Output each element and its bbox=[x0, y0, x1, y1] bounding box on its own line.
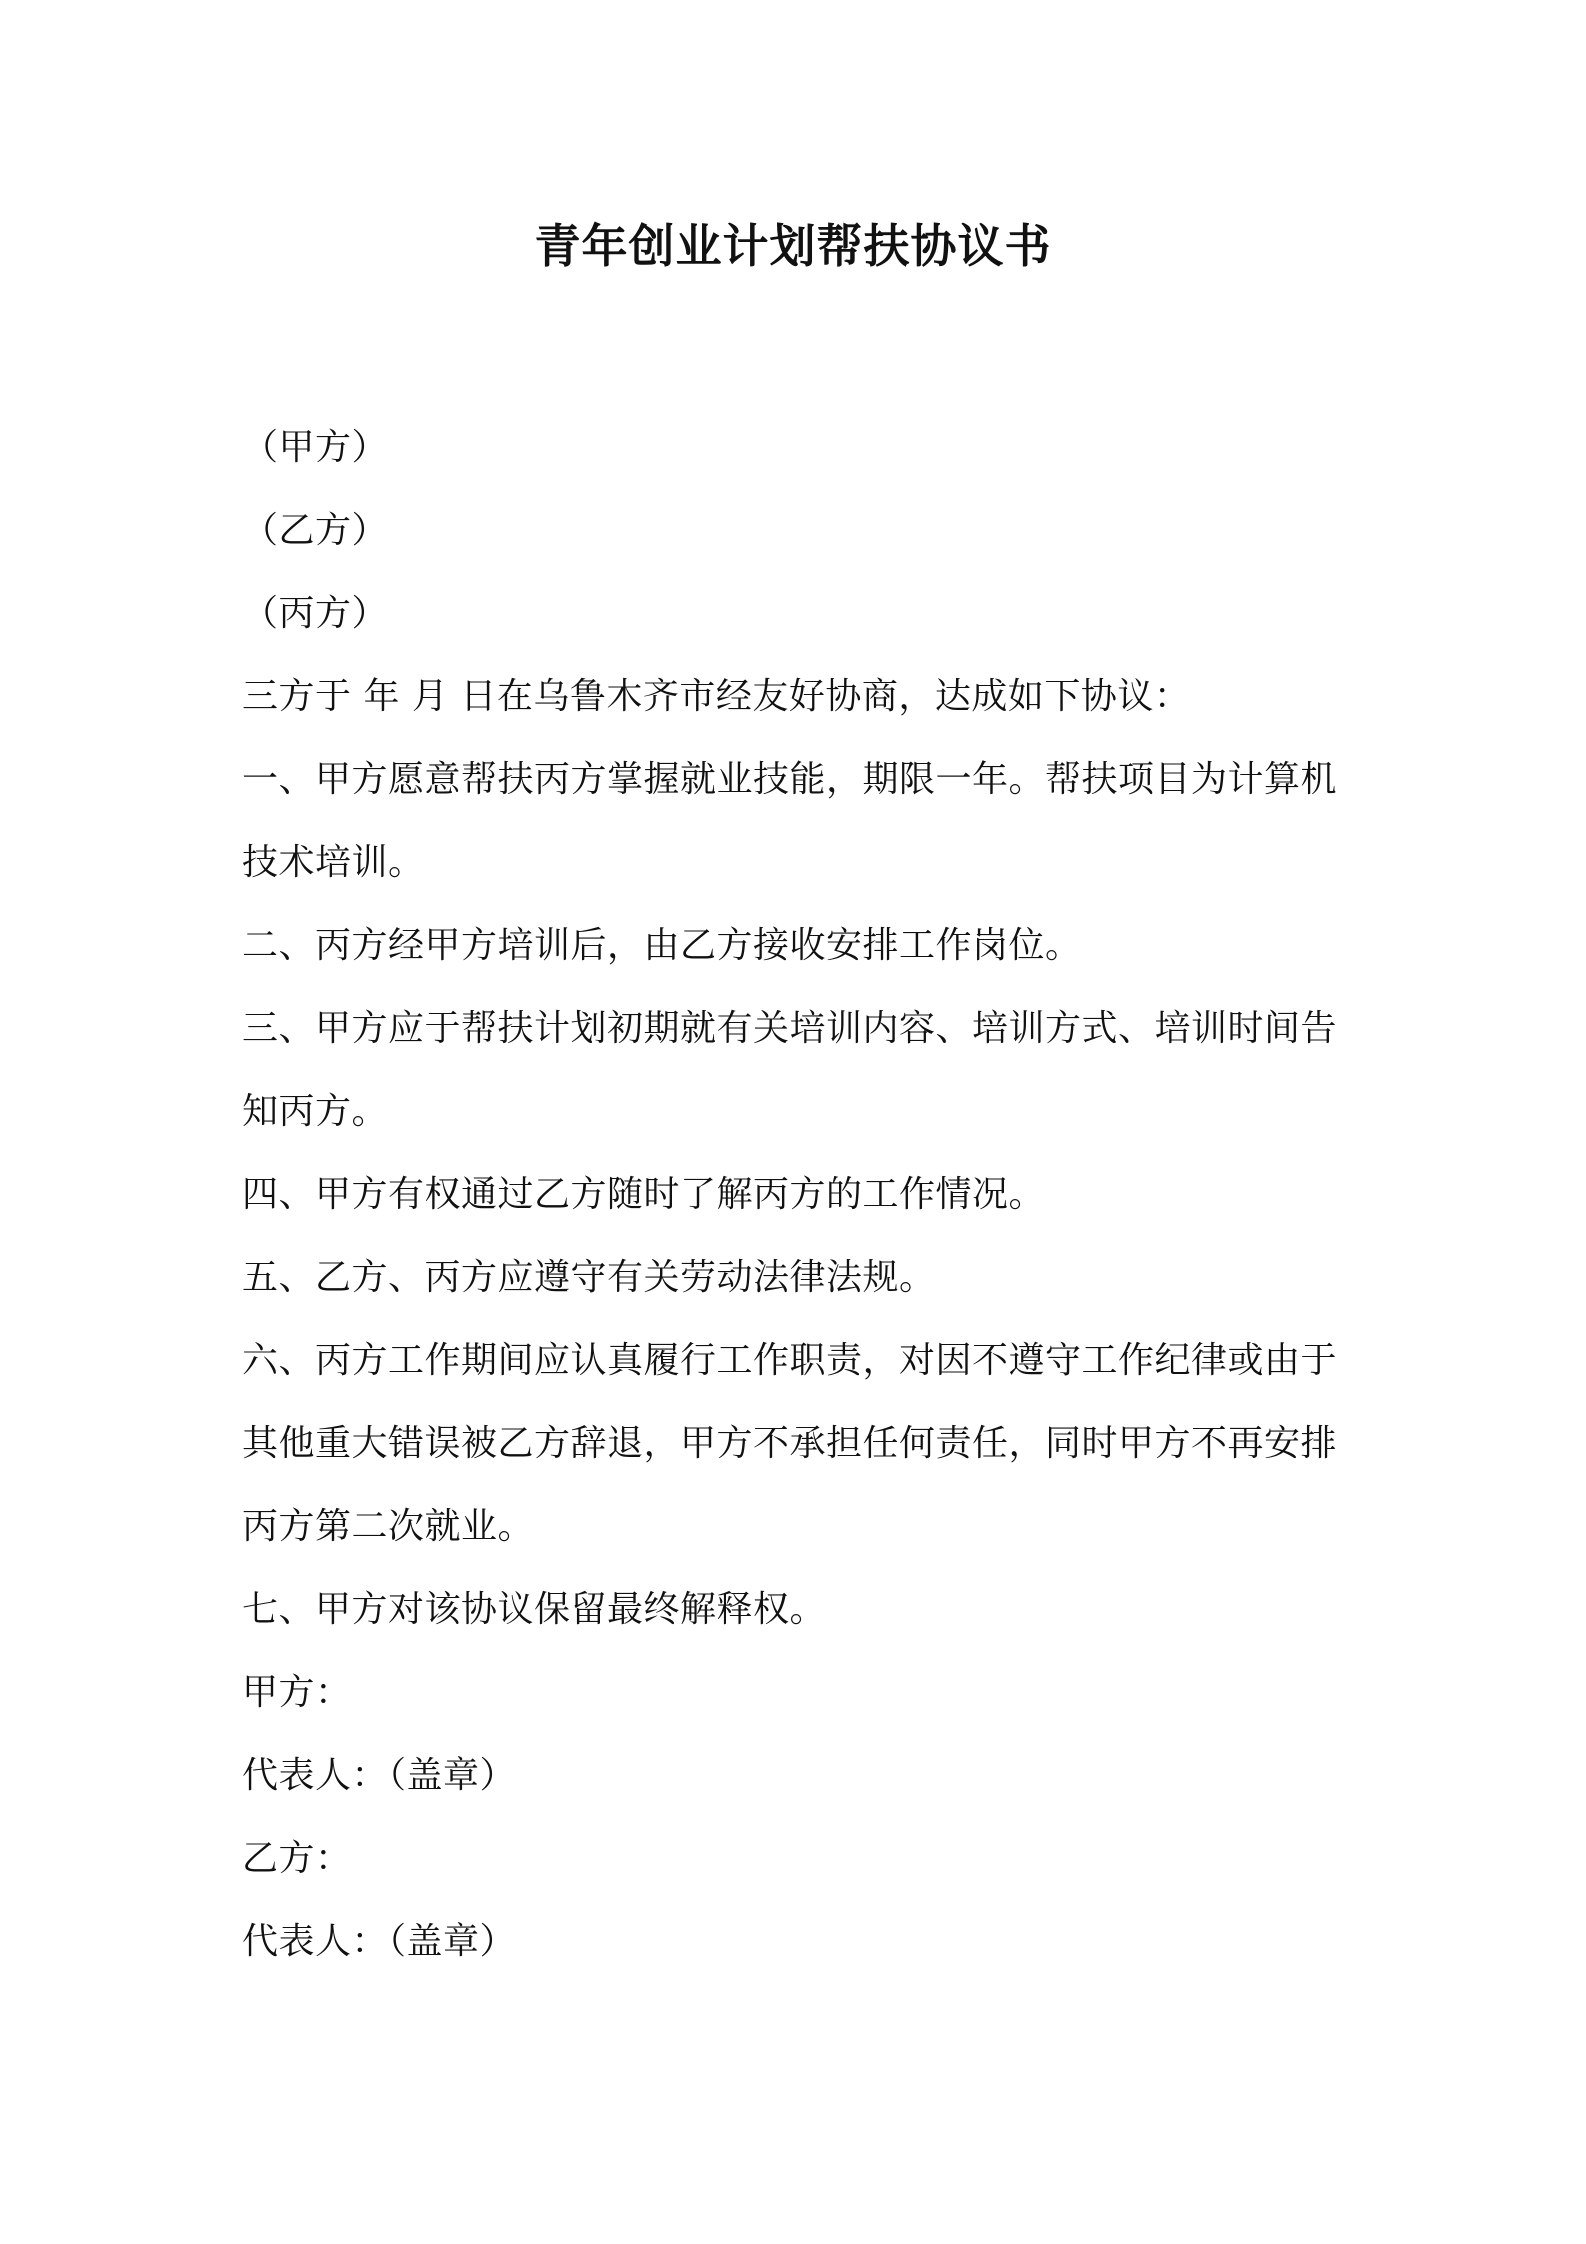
clause-4-line-1: 四、甲方有权通过乙方随时了解丙方的工作情况。 bbox=[242, 1174, 1046, 1215]
party-a-line: （甲方） bbox=[242, 427, 389, 468]
signature-party-a-rep: 代表人：（盖章） bbox=[242, 1755, 517, 1796]
document-body bbox=[242, 406, 1362, 1983]
clause-6-line-1: 六、丙方工作期间应认真履行工作职责，对因不遵守工作纪律或由于 bbox=[242, 1340, 1338, 1381]
clause-1-line-1: 一、甲方愿意帮扶丙方掌握就业技能，期限一年。帮扶项目为计算机 bbox=[242, 759, 1338, 800]
signature-party-b-rep: 代表人：（盖章） bbox=[242, 1921, 517, 1962]
signature-party-b-label: 乙方： bbox=[242, 1838, 352, 1879]
clause-3-line-2: 知丙方。 bbox=[242, 1091, 389, 1132]
signature-party-a-label: 甲方： bbox=[242, 1672, 352, 1713]
intro-line: 三方于 年 月 日在乌鲁木齐市经友好协商，达成如下协议： bbox=[242, 676, 1191, 717]
clause-6-line-3: 丙方第二次就业。 bbox=[242, 1506, 535, 1547]
party-b-line: （乙方） bbox=[242, 510, 389, 551]
clause-5-line-1: 五、乙方、丙方应遵守有关劳动法律法规。 bbox=[242, 1257, 936, 1298]
clause-3-line-1: 三、甲方应于帮扶计划初期就有关培训内容、培训方式、培训时间告 bbox=[242, 1008, 1338, 1049]
party-c-line: （丙方） bbox=[242, 593, 389, 634]
clause-6-line-2: 其他重大错误被乙方辞退，甲方不承担任何责任，同时甲方不再安排 bbox=[242, 1423, 1338, 1464]
clause-1-line-2: 技术培训。 bbox=[242, 842, 425, 883]
clause-7-line-1: 七、甲方对该协议保留最终解释权。 bbox=[242, 1589, 827, 1630]
clause-2-line-1: 二、丙方经甲方培训后，由乙方接收安排工作岗位。 bbox=[242, 925, 1082, 966]
document-title: 青年创业计划帮扶协议书 bbox=[534, 219, 1052, 273]
